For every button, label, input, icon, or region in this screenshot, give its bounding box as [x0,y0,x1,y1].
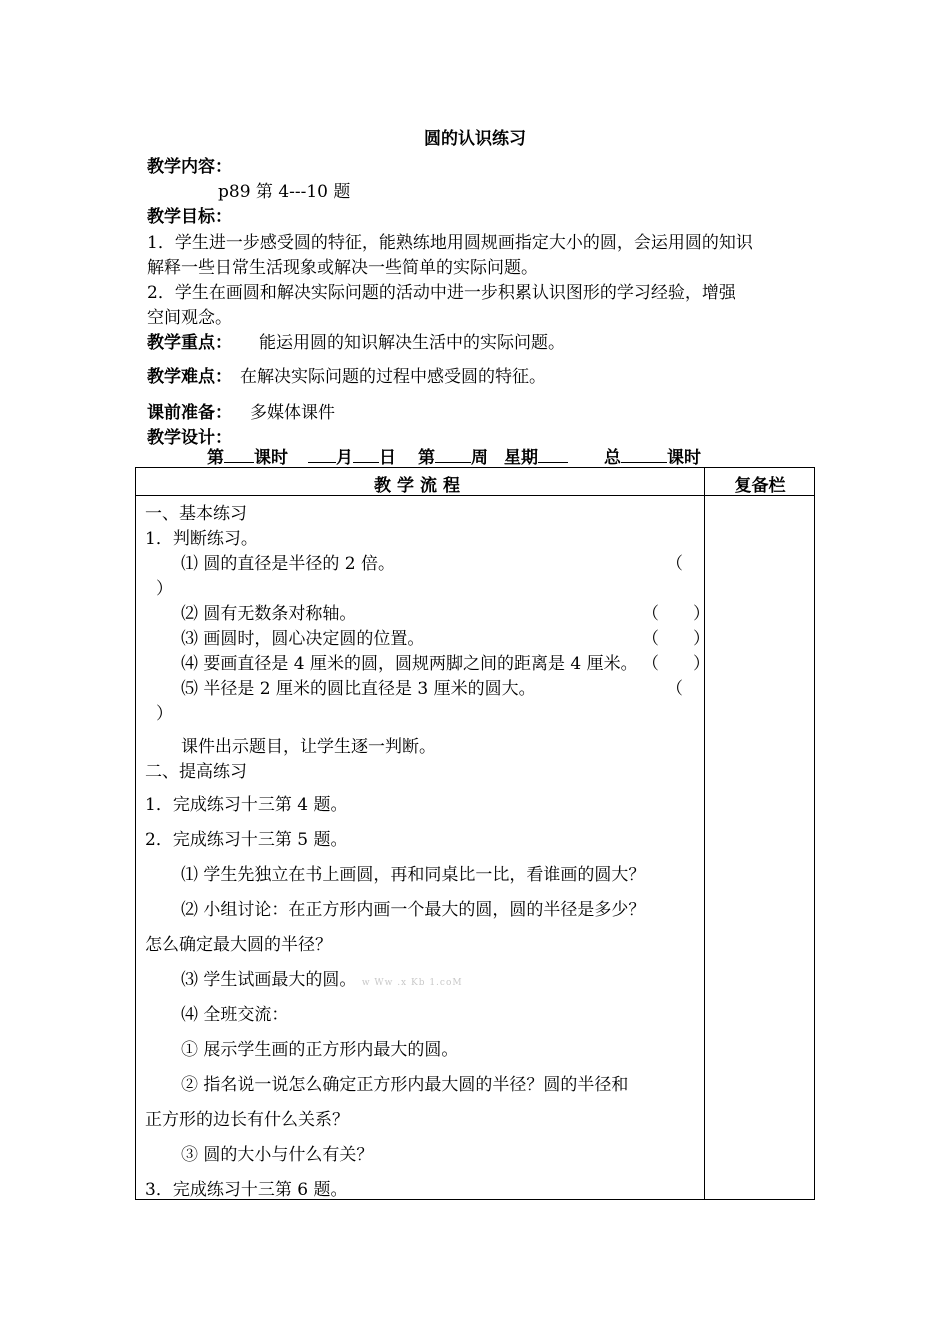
schedule-line [207,443,701,468]
goals-line-4: 空间观念。 [147,308,232,328]
goals-label: 教学目标： [147,207,232,227]
difficulty-label: 教学难点： [147,367,232,387]
step-3-text: ⑶ 学生试画最大的圆。 [181,970,357,990]
schedule-month: 月 [336,448,353,468]
answer-paren-2[interactable]: （ ） [642,604,710,624]
goals-line-3: 2．学生在画圆和解决实际问题的活动中进一步积累认识图形的学习经验，增强 [147,283,736,303]
answer-paren-4[interactable]: （ ） [642,654,710,674]
judge-item-2: ⑵ 圆有无数条对称轴。 [181,604,357,624]
section-advanced: 二、提高练习 [145,762,247,782]
goals-line-1: 1．学生进一步感受圆的特征，能熟练地用圆规画指定大小的圆，会运用圆的知识 [147,233,753,253]
step-2-line-2: 怎么确定最大圆的半径？ [145,935,332,955]
answer-paren-open-5[interactable]: （ [666,679,683,699]
blank-month[interactable] [308,448,336,463]
schedule-di: 第 [207,448,224,468]
judge-item-3: ⑶ 画圆时，圆心决定圆的位置。 [181,629,425,649]
page-title: 圆的认识练习 [424,129,526,149]
answer-paren-open-1[interactable]: （ [666,554,683,574]
judge-item-4: ⑷ 要画直径是 4 厘米的圆，圆规两脚之间的距离是 4 厘米。 [181,654,638,674]
difficulty-value: 在解决实际问题的过程中感受圆的特征。 [240,367,546,387]
item-judge: 1．判断练习。 [145,529,258,549]
schedule-total: 总 [604,448,621,468]
answer-paren-close-1: ） [156,579,173,599]
sub-step-1: ① 展示学生画的正方形内最大的圆。 [181,1040,459,1060]
judge-item-5: ⑸ 半径是 2 厘米的圆比直径是 3 厘米的圆大。 [181,679,536,699]
section-basic: 一、基本练习 [145,504,247,524]
sub-step-2-line-2: 正方形的边长有什么关系？ [145,1110,349,1130]
schedule-keshi2: 课时 [667,448,701,468]
lesson-table [135,467,815,1200]
schedule-week: 周 [471,448,488,468]
exercise-5: 2．完成练习十三第 5 题。 [145,830,348,850]
watermark: w Ww .x Kb 1.coM [361,978,463,988]
answer-paren-3[interactable]: （ ） [642,629,710,649]
exercise-6: 3．完成练习十三第 6 题。 [145,1180,348,1200]
blank-week[interactable] [435,448,471,463]
key-point-value: 能运用圆的知识解决生活中的实际问题。 [259,333,565,353]
step-3 [181,965,463,990]
schedule-di2: 第 [418,448,435,468]
content-value: p89 第 4---10 题 [218,182,351,202]
step-4: ⑷ 全班交流： [181,1005,289,1025]
prep-value: 多媒体课件 [250,403,335,423]
blank-lesson[interactable] [224,448,254,463]
schedule-weekday: 星期 [504,448,538,468]
blank-total[interactable] [621,448,667,463]
exercise-4: 1．完成练习十三第 4 题。 [145,795,348,815]
goals-line-2: 解释一些日常生活现象或解决一些简单的实际问题。 [147,258,538,278]
step-2-line-1: ⑵ 小组讨论：在正方形内画一个最大的圆，圆的半径是多少？ [181,900,646,920]
sub-step-2-line-1: ② 指名说一说怎么确定正方形内最大圆的半径？圆的半径和 [181,1075,629,1095]
sub-step-3: ③ 圆的大小与什么有关？ [181,1145,374,1165]
content-label: 教学内容： [147,157,232,177]
column-header-process: 教学流程 [374,476,466,496]
blank-day[interactable] [353,448,379,463]
step-1: ⑴ 学生先独立在书上画圆，再和同桌比一比，看谁画的圆大？ [181,865,646,885]
design-label: 教学设计： [147,428,232,448]
column-header-review: 复备栏 [734,476,786,496]
answer-paren-close-5: ） [156,704,173,724]
prep-label: 课前准备： [147,403,232,423]
note-courseware: 课件出示题目，让学生逐一判断。 [181,737,436,757]
table-column-divider [704,468,705,1199]
key-point-label: 教学重点： [147,333,232,353]
schedule-day: 日 [379,448,396,468]
schedule-keshi: 课时 [254,448,288,468]
blank-weekday[interactable] [538,448,568,463]
judge-item-1: ⑴ 圆的直径是半径的 2 倍。 [181,554,396,574]
